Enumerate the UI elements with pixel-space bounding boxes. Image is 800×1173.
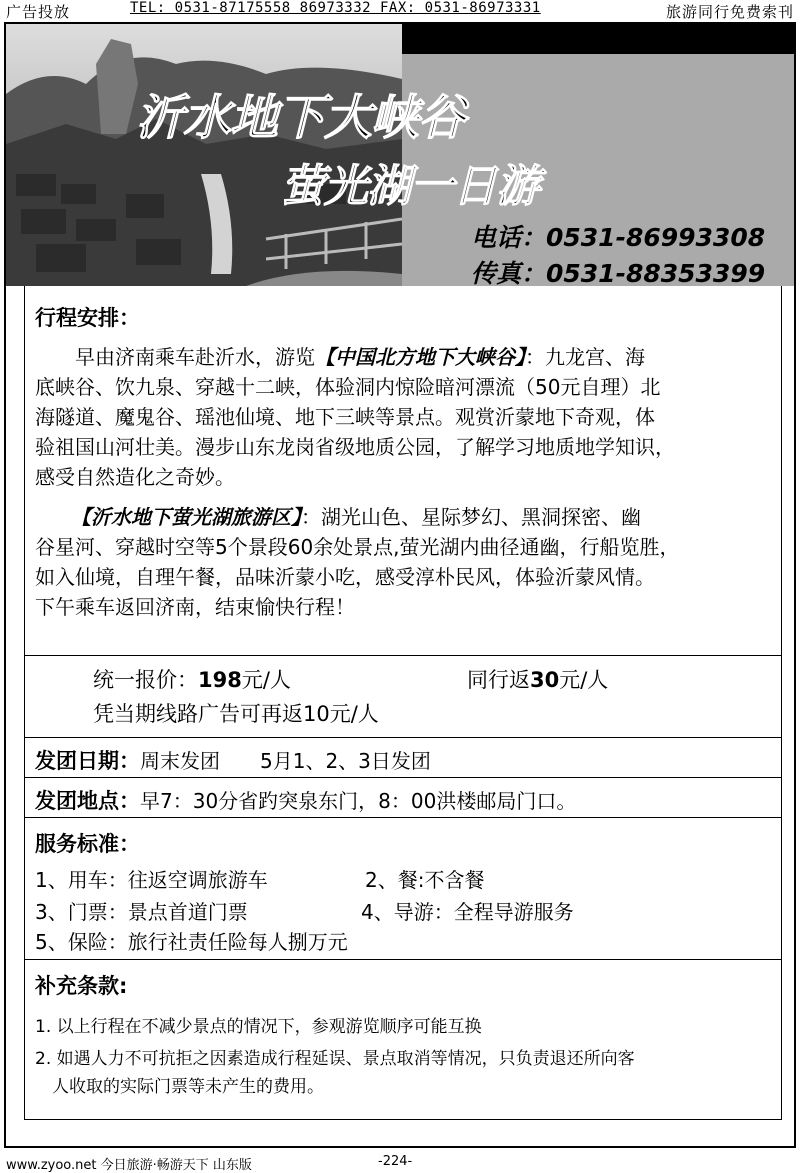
departure-date-panel [24,738,782,778]
departure-place-panel [24,778,782,818]
terms-heading: 补充条款: [35,974,128,998]
itinerary-line [71,502,641,532]
title-line-2: 萤光湖一日游 [281,161,539,212]
free-copy-label: 旅游同行免费索刊 [665,3,794,21]
top-bar [0,0,800,22]
page-number: -224- [378,1154,413,1169]
fax-number: 传真：0531-88353399 [471,259,766,286]
itinerary-text: ：湖光山色、星际梦幻、黑洞探密、幽 [301,505,641,529]
service-item: 5、保险：旅行社责任险每人捌万元 [35,930,348,954]
departure-date-value: 周末发团 5月1、2、3日发团 [140,749,431,773]
terms-line: 人收取的实际门票等未产生的费用。 [35,1077,324,1097]
departure-date-label: 发团日期： [35,749,140,773]
itinerary-line: 底峡谷、饮九泉、穿越十二峡，体验洞内惊险暗河漂流（50元自理）北 [35,375,661,399]
title-line-1: 沂水地下大峡谷 [136,90,466,146]
phone-number: 电话：0531-86993308 [471,223,766,252]
banner [6,24,794,286]
itinerary-panel [24,286,782,656]
north-canyon-keyword: 【中国北方地下大峡谷】 [315,345,525,369]
rebate-line [467,664,608,694]
rebate-label: 同行返 [467,668,530,692]
price-label: 统一报价： [93,668,198,692]
departure-place-value: 早7：30分省趵突泉东门，8：00洪楼邮局门口。 [140,789,577,813]
price-panel [24,656,782,738]
terms-line: 2. 如遇人力不可抗拒之因素造成行程延误、景点取消等情况，只负责退还所向客 [35,1049,635,1069]
itinerary-line: 感受自然造化之奇妙。 [35,465,235,489]
rebate-value: 30 [530,668,560,692]
itinerary-text: 早由济南乘车赴沂水，游览 [35,345,315,369]
footer [0,1152,800,1172]
service-item: 3、门票：景点首道门票 [35,900,248,924]
service-heading: 服务标准： [35,832,140,856]
service-panel [24,818,782,960]
service-item: 2、餐:不含餐 [365,868,485,892]
price-unit: 元/人 [241,668,291,692]
itinerary-line: 验祖国山河壮美。漫步山东龙岗省级地质公园，了解学习地质地学知识， [35,435,675,459]
departure-place [35,785,576,815]
itinerary-line: 下午乘车返回济南，结束愉快行程！ [35,595,355,619]
itinerary-heading: 行程安排： [35,306,140,330]
itinerary-text: ：九龙宫、海 [525,345,645,369]
publisher-contact: TEL: 0531-87175558 86973332 FAX: 0531-86973331 [130,0,541,16]
ad-placement-label: 广告投放 [6,3,71,21]
itinerary-line: 谷星河、穿越时空等5个景段60余处景点,萤光湖内曲径通幽，行船览胜， [35,535,680,559]
price-value: 198 [198,668,242,692]
itinerary-line [35,342,645,372]
price-line [93,664,291,694]
rebate-unit: 元/人 [559,668,609,692]
terms-panel [24,960,782,1120]
glow-lake-keyword: 【沂水地下萤光湖旅游区】 [71,505,301,529]
itinerary-line: 如入仙境，自理午餐，品味沂蒙小吃，感受淳朴民风，体验沂蒙风情。 [35,565,655,589]
service-item: 4、导游：全程导游服务 [361,900,574,924]
service-item: 1、用车：往返空调旅游车 [35,868,268,892]
itinerary-line: 海隧道、魔鬼谷、瑶池仙境、地下三峡等景点。观赏沂蒙地下奇观，体 [35,405,655,429]
departure-date [35,745,431,775]
ad-frame [4,22,796,1148]
terms-line: 1. 以上行程在不减少景点的情况下，参观游览顺序可能互换 [35,1017,482,1037]
footer-site: www.zyoo.net 今日旅游·畅游天下 山东版 [6,1158,252,1173]
departure-place-label: 发团地点： [35,789,140,813]
extra-rebate: 凭当期线路广告可再返10元/人 [93,702,379,726]
banner-black-strip [398,24,794,54]
